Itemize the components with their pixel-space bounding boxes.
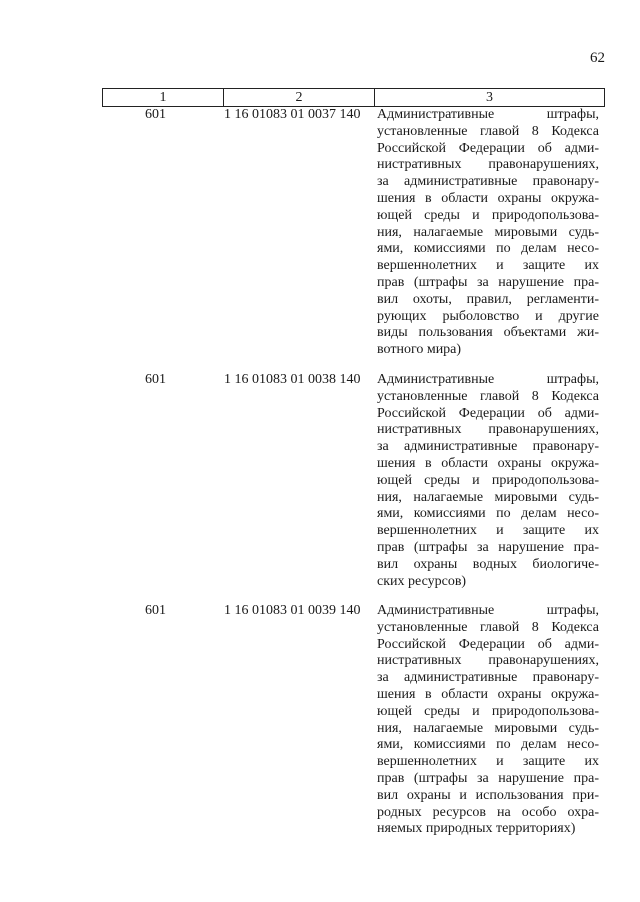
description-line: прав (штрафы за нарушение пра- xyxy=(377,274,599,290)
description-line: родных ресурсов на особо охра- xyxy=(377,804,599,820)
budget-code: 1 16 01083 01 0038 140 xyxy=(224,372,361,387)
description-line: шения в области охраны окружа- xyxy=(377,686,599,702)
description-line: Российской Федерации об адми- xyxy=(377,405,599,421)
description-line: прав (штрафы за нарушение пра- xyxy=(377,770,599,786)
description-line: вершеннолетних и защите их xyxy=(377,754,599,770)
column-header-table xyxy=(102,88,605,107)
description-line: Российской Федерации об адми- xyxy=(377,636,599,652)
description-line: ями, комиссиями по делам несо- xyxy=(377,737,599,753)
description-line: установленные главой 8 Кодекса xyxy=(377,123,599,139)
description-line: вотного мира) xyxy=(377,342,462,358)
description-line: шения в области охраны окружа- xyxy=(377,190,599,206)
description xyxy=(377,107,599,359)
description-line: вершеннолетних и защите их xyxy=(377,258,599,274)
admin-code: 601 xyxy=(145,372,166,387)
column-header-2: 2 xyxy=(224,89,375,107)
description-line: вил охраны водных биологиче- xyxy=(377,556,599,572)
description-line: за административные правонару- xyxy=(377,174,599,190)
column-header-1: 1 xyxy=(103,89,224,107)
description-line: ющей среды и природопользова- xyxy=(377,472,599,488)
description xyxy=(377,603,599,838)
description-line: ния, налагаемые мировыми судь- xyxy=(377,224,599,240)
description-line: рующих рыболовство и другие xyxy=(377,308,599,324)
admin-code: 601 xyxy=(145,107,166,122)
description-line: прав (штрафы за нарушение пра- xyxy=(377,539,599,555)
admin-code: 601 xyxy=(145,603,166,618)
description-line: вил охраны и использования при- xyxy=(377,787,599,803)
description-line: ющей среды и природопользова- xyxy=(377,703,599,719)
budget-code: 1 16 01083 01 0039 140 xyxy=(224,603,361,618)
description-line: Российской Федерации об адми- xyxy=(377,140,599,156)
description-line: ских ресурсов) xyxy=(377,573,467,589)
description-line: за административные правонару- xyxy=(377,670,599,686)
description-line: шения в области охраны окружа- xyxy=(377,455,599,471)
description-line: за административные правонару- xyxy=(377,439,599,455)
description-line: нистративных правонарушениях, xyxy=(377,157,599,173)
description-line: нистративных правонарушениях, xyxy=(377,653,599,669)
description-line: Административные штрафы, xyxy=(377,603,599,618)
description-line: вершеннолетних и защите их xyxy=(377,523,599,539)
description-line: ния, налагаемые мировыми судь- xyxy=(377,489,599,505)
column-header-3: 3 xyxy=(375,89,605,107)
description-line: Административные штрафы, xyxy=(377,107,599,122)
description-line: нистративных правонарушениях, xyxy=(377,422,599,438)
description-line: ями, комиссиями по делам несо- xyxy=(377,241,599,257)
description-line: установленные главой 8 Кодекса xyxy=(377,619,599,635)
description-line: няемых природных территориях) xyxy=(377,821,576,837)
page-number: 62 xyxy=(590,50,605,66)
description-line: ями, комиссиями по делам несо- xyxy=(377,506,599,522)
description-line: вил охоты, правил, регламенти- xyxy=(377,291,599,307)
description xyxy=(377,372,599,590)
description-line: ния, налагаемые мировыми судь- xyxy=(377,720,599,736)
budget-code: 1 16 01083 01 0037 140 xyxy=(224,107,361,122)
description-line: ющей среды и природопользова- xyxy=(377,207,599,223)
description-line: виды пользования объектами жи- xyxy=(377,325,599,341)
description-line: Административные штрафы, xyxy=(377,372,599,387)
description-line: установленные главой 8 Кодекса xyxy=(377,388,599,404)
